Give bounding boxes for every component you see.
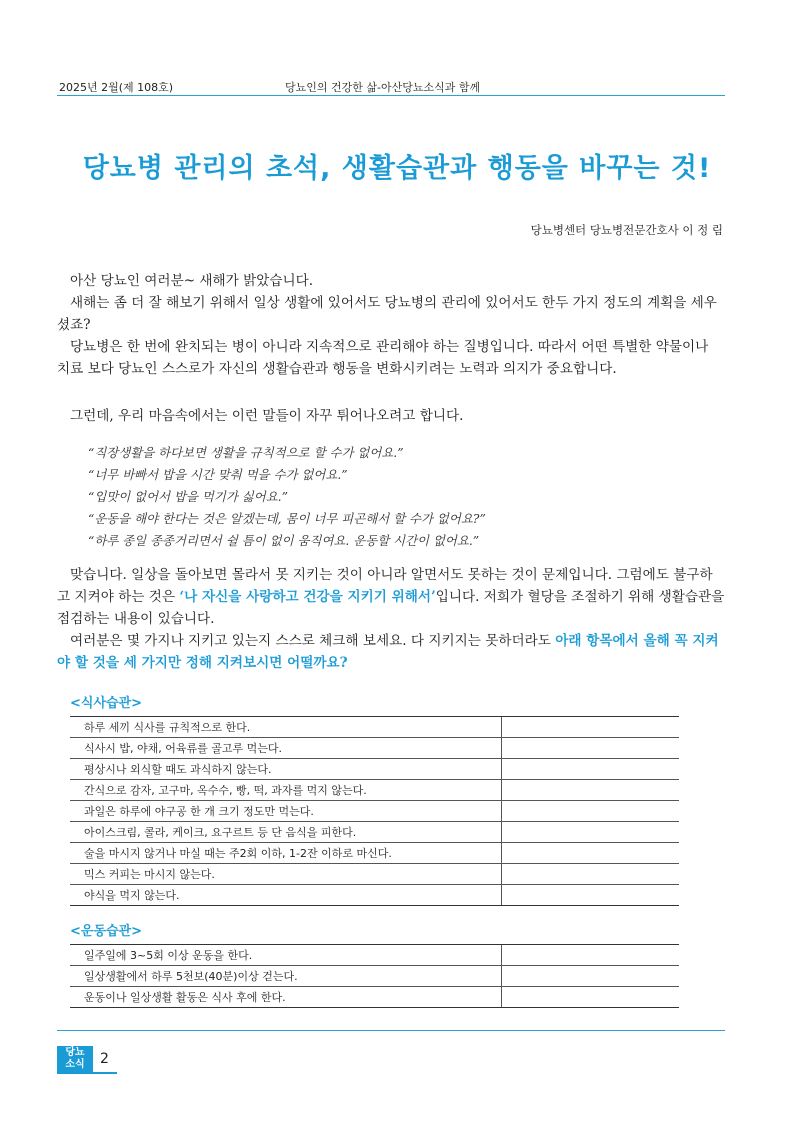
table-row bbox=[70, 822, 679, 843]
quote-item: “너무 바빠서 밥을 시간 맞춰 먹을 수가 없어요.” bbox=[88, 467, 348, 482]
quote-item: “입맛이 없어서 밥을 먹기가 싫어요.” bbox=[88, 489, 288, 504]
exercise-section-title: <운동습관> bbox=[70, 924, 143, 939]
checklist-item: 일상생활에서 하루 5천보(40분)이상 걷는다. bbox=[70, 966, 502, 987]
footer-underline bbox=[57, 1072, 117, 1074]
table-row bbox=[70, 966, 679, 987]
table-row bbox=[70, 717, 679, 738]
article-author: 당뇨병센터 당뇨병전문간호사 이 정 림 bbox=[530, 223, 723, 237]
check-box[interactable] bbox=[502, 801, 680, 822]
diet-section-title: <식사습관> bbox=[70, 696, 143, 711]
paragraph-diabetes: 당뇨병은 한 번에 완치되는 병이 아니라 지속적으로 관리해야 하는 질병입니다. 따라서 어떤 특별한 약물이나 치료 보다 당뇨인 스스로가 자신의 생활습관과 행동을 변화시키려는 노력과 의지가 중요합니다. bbox=[57, 339, 709, 377]
table-row bbox=[70, 864, 679, 885]
checklist-item: 과일은 하루에 야구공 한 개 크기 정도만 먹는다. bbox=[70, 801, 502, 822]
check-box[interactable] bbox=[502, 885, 680, 906]
check-box[interactable] bbox=[502, 987, 680, 1008]
checklist-item: 믹스 커피는 마시지 않는다. bbox=[70, 864, 502, 885]
check-box[interactable] bbox=[502, 822, 680, 843]
paragraph-reason: 맞습니다. 일상을 돌아보면 몰라서 못 지키는 것이 아니라 알면서도 못하는 것이 문제입니다. 그럼에도 불구하고 지켜야 하는 것은 ‘나 자신을 사랑하고 건강을 지키기 위해서’입니다. 저희가 혈당을 조절하기 위해 생활습관을 점검하는 내용이 있습니다. bbox=[57, 567, 725, 627]
article-body-intro bbox=[57, 270, 725, 380]
table-row bbox=[70, 885, 679, 906]
highlight-self-love: ‘나 자신을 사랑하고 건강을 지키기 위해서’ bbox=[179, 589, 436, 605]
quote-item: “하루 종일 종종거리면서 쉴 틈이 없이 움직여요. 운동할 시간이 없어요.” bbox=[88, 533, 480, 548]
check-box[interactable] bbox=[502, 738, 680, 759]
diet-checklist bbox=[70, 716, 679, 906]
checklist-item: 운동이나 일상생활 활동은 식사 후에 한다. bbox=[70, 987, 502, 1008]
issue-label: 2025년 2월(제 108호) bbox=[59, 81, 174, 94]
paragraph-new-year: 새해는 좀 더 잘 해보기 위해서 일상 생활에 있어서도 당뇨병의 관리에 있어서도 한두 가지 정도의 계획을 세우셨죠? bbox=[57, 295, 717, 333]
check-box[interactable] bbox=[502, 864, 680, 885]
check-box[interactable] bbox=[502, 717, 680, 738]
article-title: 당뇨병 관리의 초석, 생활습관과 행동을 바꾸는 것! bbox=[82, 153, 712, 184]
exercise-checklist bbox=[70, 944, 679, 1008]
newsletter-title: 당뇨인의 건강한 삶-아산당뇨소식과 함께 bbox=[285, 81, 481, 94]
article-body-conclusion bbox=[57, 564, 725, 674]
checklist-item: 간식으로 감자, 고구마, 옥수수, 빵, 떡, 과자를 먹지 않는다. bbox=[70, 780, 502, 801]
check-box[interactable] bbox=[502, 759, 680, 780]
check-box[interactable] bbox=[502, 780, 680, 801]
page-number: 2 bbox=[100, 1051, 109, 1067]
checklist-item: 평상시나 외식할 때도 과식하지 않는다. bbox=[70, 759, 502, 780]
footer-divider bbox=[57, 1030, 725, 1031]
table-row bbox=[70, 987, 679, 1008]
page-header bbox=[57, 77, 725, 96]
checklist-item: 식사시 밥, 야채, 어육류를 골고루 먹는다. bbox=[70, 738, 502, 759]
quote-list bbox=[88, 442, 728, 552]
paragraph-checklist-intro: 여러분은 몇 가지나 지키고 있는지 스스로 체크해 보세요. 다 지키지는 못하더라도 아래 항목에서 올해 꼭 지켜야 할 것을 세 가지만 정해 지켜보시면 어떨까요? bbox=[57, 633, 719, 671]
table-row bbox=[70, 738, 679, 759]
paragraph-greeting: 아산 당뇨인 여러분~ 새해가 밝았습니다. bbox=[70, 273, 314, 289]
table-row bbox=[70, 801, 679, 822]
checklist-item: 아이스크림, 콜라, 케이크, 요구르트 등 단 음식을 피한다. bbox=[70, 822, 502, 843]
checklist-item: 일주일에 3~5회 이상 운동을 한다. bbox=[70, 945, 502, 966]
highlight-pick-three: 아래 항목에서 올해 꼭 지켜야 할 것을 세 가지만 정해 지켜보시면 어떨까요? bbox=[57, 633, 719, 671]
quote-item: “직장생활을 하다보면 생활을 규칙적으로 할 수가 없어요.” bbox=[88, 445, 404, 460]
checklist-item: 술을 마시지 않거나 마실 때는 주2회 이하, 1-2잔 이하로 마신다. bbox=[70, 843, 502, 864]
paragraph-transition: 그런데, 우리 마음속에서는 이런 말들이 자꾸 튀어나오려고 합니다. bbox=[70, 408, 464, 424]
table-row bbox=[70, 759, 679, 780]
check-box[interactable] bbox=[502, 945, 680, 966]
checklist-item: 하루 세끼 식사를 규칙적으로 한다. bbox=[70, 717, 502, 738]
table-row bbox=[70, 945, 679, 966]
check-box[interactable] bbox=[502, 966, 680, 987]
newsletter-badge: 당뇨 소식 bbox=[57, 1046, 93, 1072]
check-box[interactable] bbox=[502, 843, 680, 864]
quote-item: “운동을 해야 한다는 것은 알겠는데, 몸이 너무 피곤해서 할 수가 없어요?” bbox=[88, 511, 486, 526]
article-body-transition bbox=[57, 405, 725, 427]
checklist-item: 야식을 먹지 않는다. bbox=[70, 885, 502, 906]
table-row bbox=[70, 843, 679, 864]
table-row bbox=[70, 780, 679, 801]
